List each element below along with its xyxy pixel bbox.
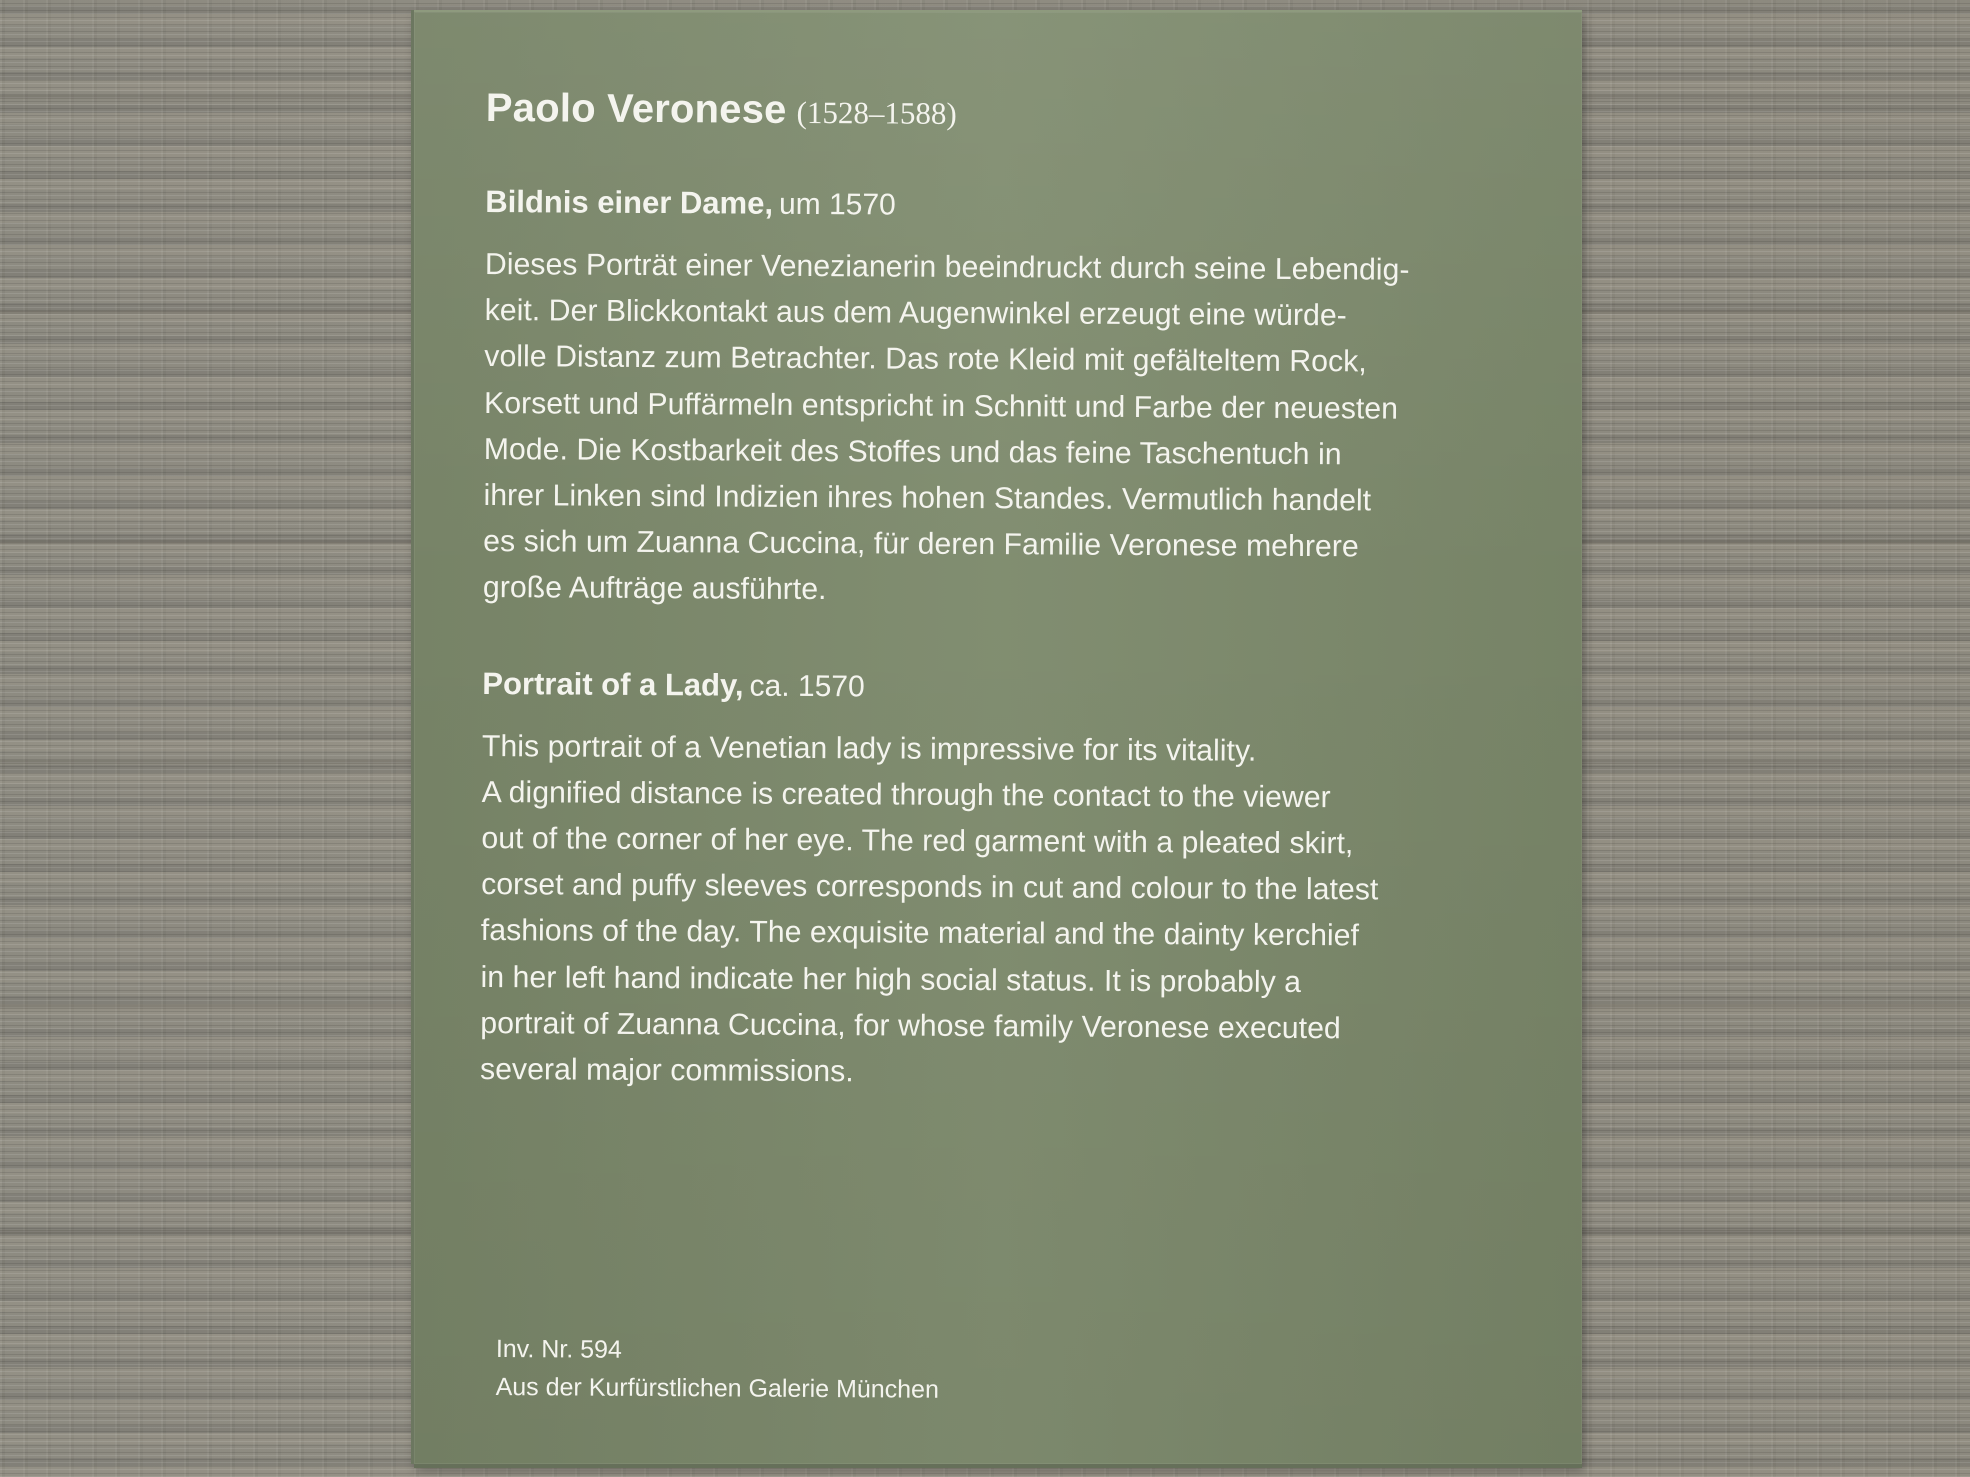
german-title-date: um 1570 — [778, 187, 896, 222]
english-title — [482, 665, 1502, 706]
inventory-number: Inv. Nr. 594 — [495, 1334, 622, 1364]
german-description: Dieses Porträt einer Venezianerin beeindruckt durch seine Lebendig- keit. Der Blickkontakt aus dem Augenwinkel erzeugt eine würde- volle Distanz zum Betrachter. Das rote Kleid mit gefälteltem Rock, Korsett und Puffärmeln entspricht in Schnitt und Farbe der neuesten Mode. Die Kostbarkeit des Stoffes und das feine Taschentuch in ihrer Linken sind Indizien ihres hohen Standes. Vermutlich handelt es sich um Zuanna Cuccina, für deren Familie Veronese mehrere große Aufträge ausführte. — [482, 247, 1410, 607]
artist-name: Paolo Veronese — [485, 86, 787, 132]
provenance-line: Aus der Kurfürstlichen Galerie München — [495, 1372, 940, 1404]
artist-dates: (1528–1588) — [796, 94, 957, 131]
placard-footer — [496, 1330, 940, 1409]
english-description: This portrait of a Venetian lady is impressive for its vitality. A dignified distance is created through the contact to the viewer out of the corner of her eye. The red garment with a pleated skirt, corset and puffy sleeves corresponds in cut and colour to the latest fashions of the day. The exquisite material and the dainty kerchief in her left hand indicate her high social status. It is probably a portrait of Zuanna Cuccina, for whose family Veronese executed several major commissions. — [479, 729, 1379, 1089]
museum-placard — [414, 10, 1582, 1464]
english-title-text: Portrait of a Lady, — [482, 665, 744, 703]
artist-heading — [486, 88, 1506, 134]
german-title-text: Bildnis einer Dame, — [485, 183, 774, 221]
german-title — [485, 183, 1505, 224]
placard-content — [480, 88, 1506, 1099]
english-title-date: ca. 1570 — [749, 669, 865, 703]
